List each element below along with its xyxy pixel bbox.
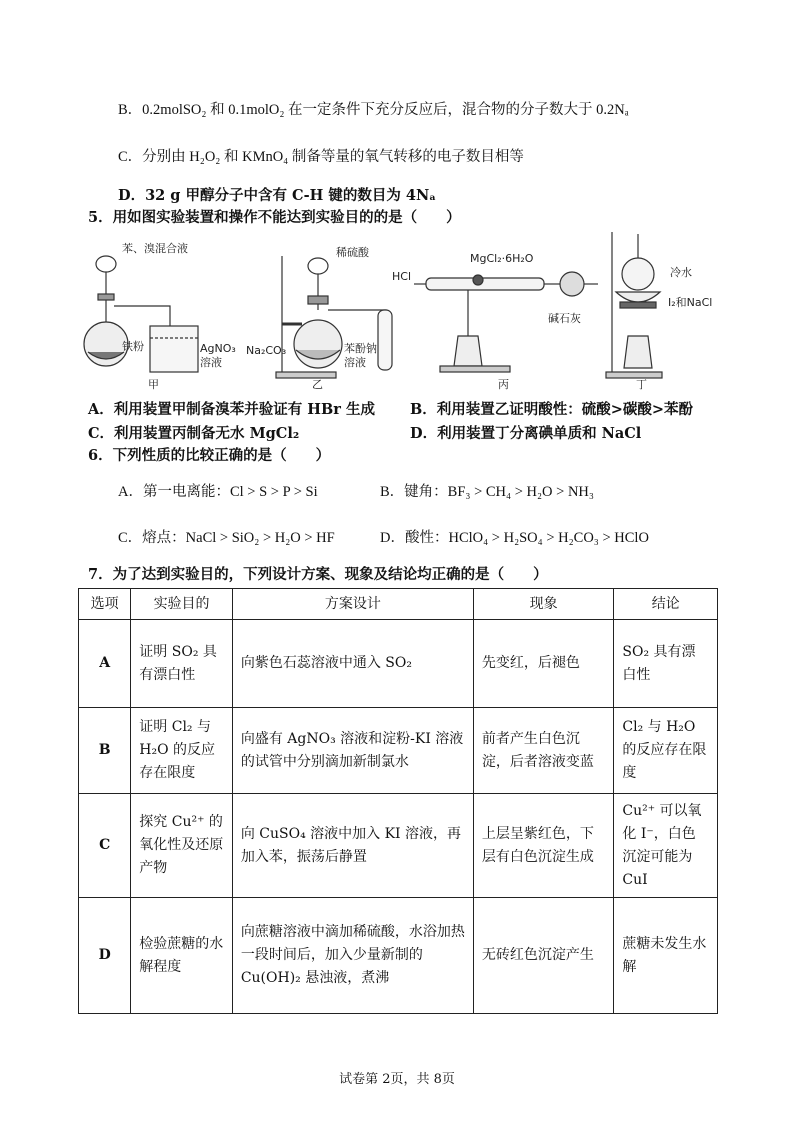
row-d-option: D [79,898,131,1014]
row-a-aim: 证明 SO₂ 具有漂白性 [131,620,233,708]
apparatus-jia [84,256,198,372]
yi-tube-label-2: 溶液 [344,356,366,369]
row-c-design: 向 CuSO₄ 溶液中加入 KI 溶液，再加入苯，振荡后静置 [232,794,473,898]
header-design: 方案设计 [232,589,473,620]
row-b-design: 向盛有 AgNO₃ 溶液和淀粉-KI 溶液的试管中分别滴加新制氯水 [232,708,473,794]
table-row [79,898,718,1014]
bing-absorb-label: 碱石灰 [548,312,581,325]
yi-flask-label: Na₂CO₃ [246,344,287,357]
row-c-aim: 探究 Cu²⁺ 的氧化性及还原产物 [131,794,233,898]
yi-tube-label: 苯酚钠 [344,342,377,355]
q6-stem: 6．下列性质的比较正确的是（ ） [88,447,331,464]
ding-top-label: 冷水 [670,266,692,279]
bing-gas-label: HCl [392,270,412,283]
header-conclusion: 结论 [614,589,718,620]
page-footer: 试卷第 2页，共 8页 [339,1072,455,1087]
jia-top-label: 苯、溴混合液 [122,242,188,255]
jia-solution-label: AgNO₃ [200,342,236,355]
apparatus-yi [276,256,392,378]
row-b-conclusion: Cl₂ 与 H₂O 的反应存在限度 [614,708,718,794]
row-b-phenomenon: 前者产生白色沉淀，后者溶液变蓝 [473,708,614,794]
q5-apparatus-diagram [80,226,720,394]
table-row [79,708,718,794]
q7-stem: 7．为了达到实验目的，下列设计方案、现象及结论均正确的是（ ） [88,566,548,583]
row-d-design: 向蔗糖溶液中滴加稀硫酸，水浴加热一段时间后，加入少量新制的 Cu(OH)₂ 悬浊液，煮沸 [232,898,473,1014]
row-d-phenomenon: 无砖红色沉淀产生 [473,898,614,1014]
yi-name: 乙 [312,378,323,391]
row-a-conclusion: SO₂ 具有漂白性 [614,620,718,708]
q6-option-b: B．键角：BF₃ > CH₄ > H₂O > NH₃ [380,484,594,500]
bing-name: 丙 [498,378,509,391]
table-row [79,620,718,708]
header-option: 选项 [79,589,131,620]
jia-name: 甲 [148,378,159,391]
q5-stem: 5．用如图实验装置和操作不能达到实验目的的是（ ） [88,209,461,226]
header-phenomenon: 现象 [473,589,614,620]
row-a-phenomenon: 先变红，后褪色 [473,620,614,708]
q6-option-a: A．第一电离能：Cl > S > P > Si [118,484,318,500]
q5-option-b: B．利用装置乙证明酸性：硫酸>碳酸>苯酚 [410,401,694,418]
row-c-phenomenon: 上层呈紫红色，下层有白色沉淀生成 [473,794,614,898]
q4-option-b: B．0.2molSO₂ 和 0.1molO₂ 在一定条件下充分反应后，混合物的分子数大于 0.2Nₐ [118,102,629,118]
q5-option-d: D．利用装置丁分离碘单质和 NaCl [410,425,642,442]
table-header-row [79,589,718,620]
ding-name: 丁 [636,378,647,391]
q7-table [78,588,718,1014]
row-b-option: B [79,708,131,794]
q4-option-c: C．分别由 H₂O₂ 和 KMnO₄ 制备等量的氧气转移的电子数目相等 [118,149,524,165]
q4-option-d: D．32 g 甲醇分子中含有 C-H 键的数目为 4Nₐ [118,187,436,204]
header-aim: 实验目的 [131,589,233,620]
table-row [79,794,718,898]
row-c-conclusion: Cu²⁺ 可以氧化 I⁻，白色沉淀可能为 CuI [614,794,718,898]
q5-option-c: C．利用装置丙制备无水 MgCl₂ [88,425,300,442]
ding-mix-label: I₂和NaCl [668,296,713,309]
row-d-aim: 检验蔗糖的水解程度 [131,898,233,1014]
row-d-conclusion: 蔗糖未发生水解 [614,898,718,1014]
bing-solid-label: MgCl₂·6H₂O [470,252,534,265]
row-a-design: 向紫色石蕊溶液中通入 SO₂ [232,620,473,708]
q6-option-c: C．熔点：NaCl > SiO₂ > H₂O > HF [118,530,335,546]
apparatus-ding [606,232,662,378]
q6-option-d: D．酸性：HClO₄ > H₂SO₄ > H₂CO₃ > HClO [380,530,649,546]
q5-option-a: A．利用装置甲制备溴苯并验证有 HBr 生成 [88,401,375,418]
row-b-aim: 证明 Cl₂ 与 H₂O 的反应存在限度 [131,708,233,794]
jia-catalyst-label: 铁粉 [122,340,144,353]
row-a-option: A [79,620,131,708]
yi-top-label: 稀硫酸 [336,246,369,259]
row-c-option: C [79,794,131,898]
jia-solution-label-2: 溶液 [200,356,222,369]
